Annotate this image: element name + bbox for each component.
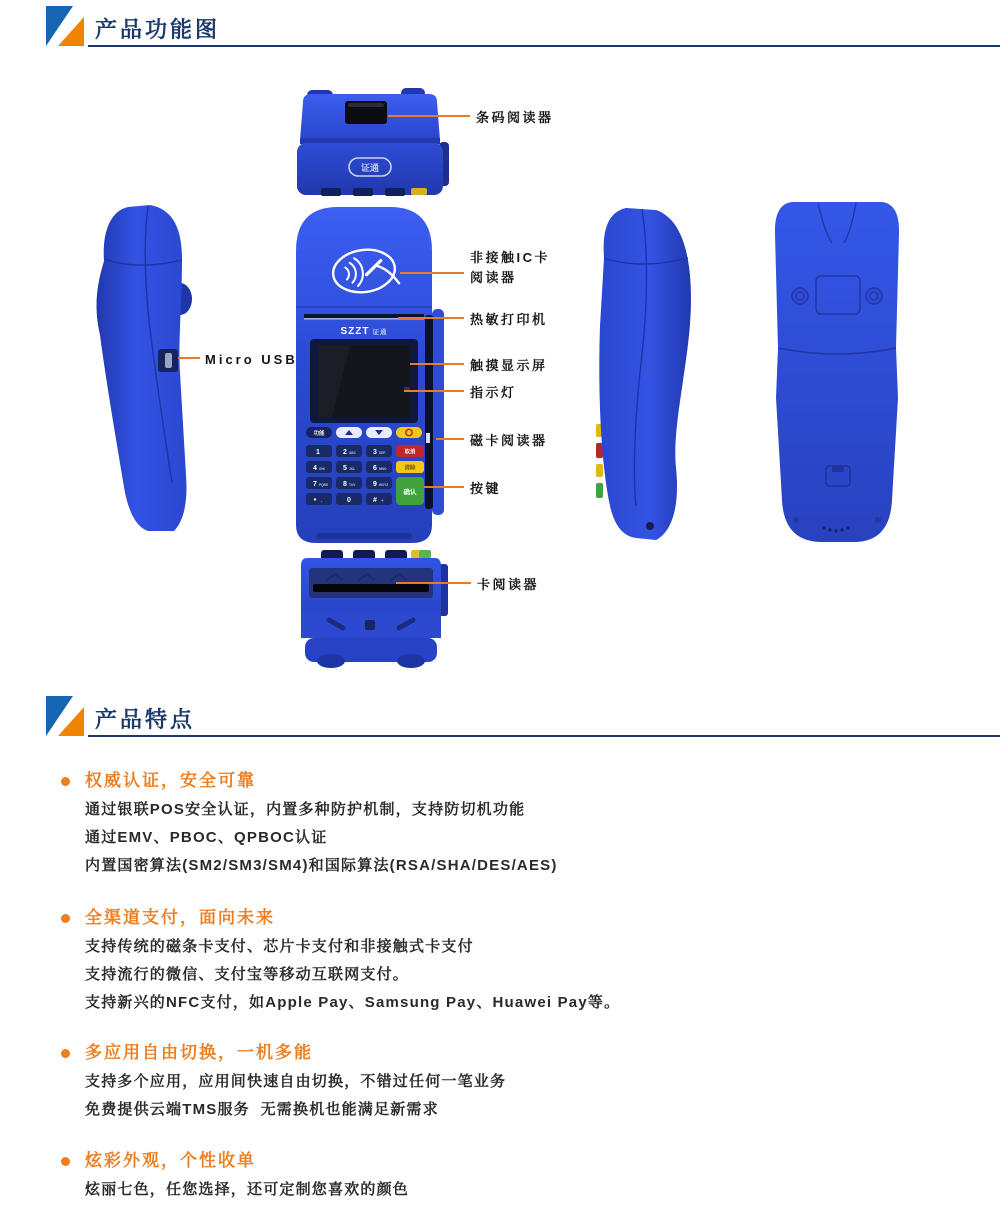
device-left-view bbox=[88, 203, 200, 537]
key-9-label: 9 bbox=[373, 481, 377, 488]
back-dot-left bbox=[793, 517, 799, 523]
key-4-label: 4 bbox=[313, 465, 317, 472]
device-back-view bbox=[766, 198, 908, 548]
key-8-label: 8 bbox=[343, 481, 347, 488]
magstripe-notch bbox=[426, 433, 430, 443]
section-rule-2 bbox=[88, 735, 1000, 737]
callout-indicator-light: 指示灯 bbox=[470, 385, 517, 400]
leader-touchscreen bbox=[410, 363, 464, 365]
feature-line: 通过EMV、PBOC、QPBOC认证 bbox=[85, 829, 328, 846]
device-front-view bbox=[292, 205, 448, 547]
back-screw-right bbox=[866, 288, 882, 304]
feature-line: 支持流行的微信、支付宝等移动互联网支付。 bbox=[85, 966, 410, 983]
key-5-sub: JKL bbox=[349, 467, 356, 471]
top-keytop-3 bbox=[385, 188, 405, 196]
front-bottom-lip bbox=[316, 533, 412, 539]
callout-contactless-line2: 阅读器 bbox=[470, 270, 517, 285]
foot-right bbox=[397, 654, 425, 668]
key-fn-label: 功能 bbox=[313, 431, 325, 437]
feature-appearance bbox=[85, 1150, 980, 1204]
key-star-sub: . bbox=[321, 498, 323, 503]
key-cancel-label: 取消 bbox=[404, 449, 416, 456]
bullet-icon bbox=[61, 777, 70, 786]
leader-indicator bbox=[404, 390, 464, 392]
key-clear-label: 清除 bbox=[404, 465, 416, 472]
leader-micro-usb bbox=[178, 357, 200, 359]
bottom-keytop-green bbox=[419, 550, 431, 559]
side-button-red bbox=[596, 443, 603, 458]
key-star-label: * bbox=[313, 498, 317, 505]
leader-magcard bbox=[436, 438, 464, 440]
foot-left bbox=[317, 654, 345, 668]
key-9-sub: WXYZ bbox=[379, 483, 389, 487]
bullet-icon bbox=[61, 914, 70, 923]
feature-certification bbox=[85, 770, 980, 880]
section-title-features: 产品特点 bbox=[95, 707, 196, 732]
side-button-yellow-2 bbox=[596, 464, 603, 477]
feature-heading-text: 全渠道支付，面向未来 bbox=[85, 908, 275, 927]
key-3-sub: DEF bbox=[379, 451, 386, 455]
brand-corner-logo-2 bbox=[46, 696, 84, 736]
magstripe-slot bbox=[425, 315, 433, 509]
leader-barcode bbox=[388, 115, 470, 117]
top-keytop-yellow bbox=[411, 188, 427, 195]
device-right-view bbox=[592, 206, 704, 544]
key-6-sub: MNO bbox=[379, 467, 387, 471]
feature-multiapp bbox=[85, 1042, 980, 1124]
key-0-label: 0 bbox=[347, 497, 351, 504]
callout-contactless-reader bbox=[470, 248, 550, 288]
brand-corner-logo bbox=[46, 6, 84, 46]
back-body bbox=[775, 202, 899, 542]
feature-heading bbox=[85, 770, 980, 792]
feature-line: 内置国密算法(SM2/SM3/SM4)和国际算法(RSA/SHA/DES/AES) bbox=[85, 857, 558, 874]
callout-contactless-line1: 非接触IC卡 bbox=[470, 250, 551, 265]
section-title-functions: 产品功能图 bbox=[95, 17, 221, 42]
top-keytop-2 bbox=[353, 188, 373, 196]
feature-line: 炫丽七色，任您选择，还可定制您喜欢的颜色 bbox=[85, 1181, 410, 1198]
feature-line: 免费提供云端TMS服务 无需换机也能满足新需求 bbox=[85, 1101, 439, 1118]
device-bottom-view bbox=[293, 548, 453, 670]
side-button-green bbox=[596, 483, 603, 498]
callout-keys: 按键 bbox=[470, 481, 502, 496]
bullet-icon bbox=[61, 1157, 70, 1166]
device-top-view bbox=[293, 86, 453, 204]
feature-line: 支持多个应用，应用间快速自由切换，不错过任何一笔业务 bbox=[85, 1073, 507, 1090]
leader-contactless bbox=[400, 272, 464, 274]
key-6-label: 6 bbox=[373, 465, 377, 472]
back-dot-right bbox=[875, 517, 881, 523]
key-8-sub: TUV bbox=[349, 483, 356, 487]
callout-card-reader: 卡阅读器 bbox=[477, 577, 540, 592]
brand-text: SZZT 证通 bbox=[340, 326, 388, 337]
key-4-sub: GHI bbox=[319, 467, 325, 471]
mid-square-detail bbox=[365, 620, 375, 630]
callout-barcode-reader: 条码阅读器 bbox=[476, 110, 554, 125]
leader-cardreader bbox=[396, 582, 471, 584]
feature-heading bbox=[85, 1042, 980, 1064]
right-profile-body bbox=[599, 208, 691, 540]
feature-line: 支持新兴的NFC支付，如Apple Pay、Samsung Pay、Huawei Pay等。 bbox=[85, 994, 621, 1011]
leader-keys bbox=[424, 486, 464, 488]
feature-heading-text: 炫彩外观，个性收单 bbox=[85, 1151, 256, 1170]
magstripe-rail bbox=[432, 309, 444, 515]
key-2-label: 2 bbox=[343, 449, 347, 456]
feature-heading bbox=[85, 1150, 980, 1172]
leader-printer bbox=[398, 317, 464, 319]
scanner-glint bbox=[348, 103, 384, 107]
feature-heading-text: 权威认证，安全可靠 bbox=[85, 771, 256, 790]
key-3-label: 3 bbox=[373, 449, 377, 456]
feature-heading bbox=[85, 907, 980, 929]
key-1-label: 1 bbox=[316, 449, 320, 456]
key-7-label: 7 bbox=[313, 481, 317, 488]
top-logo-text: 证通 bbox=[360, 163, 380, 173]
key-7-sub: PQRS bbox=[319, 483, 329, 487]
callout-thermal-printer: 热敏打印机 bbox=[470, 312, 548, 327]
key-hash bbox=[366, 493, 392, 505]
battery-latch-tab bbox=[832, 466, 844, 472]
key-confirm-label: 确认 bbox=[403, 489, 417, 496]
bullet-icon bbox=[61, 1049, 70, 1058]
back-screw-left bbox=[792, 288, 808, 304]
right-port-dot bbox=[646, 522, 654, 530]
callout-micro-usb: Micro USB bbox=[205, 352, 298, 367]
card-reader-slot bbox=[313, 584, 429, 592]
key-hash-label: # bbox=[373, 497, 377, 504]
key-hash-sub: + bbox=[381, 498, 384, 503]
key-2-sub: ABC bbox=[349, 451, 356, 455]
key-5-label: 5 bbox=[343, 465, 347, 472]
callout-magcard-reader: 磁卡阅读器 bbox=[470, 433, 548, 448]
feature-line: 通过银联POS安全认证，内置多种防护机制，支持防切机功能 bbox=[85, 801, 526, 818]
top-keytop-1 bbox=[321, 188, 341, 196]
callout-touchscreen: 触摸显示屏 bbox=[470, 358, 548, 373]
feature-heading-text: 多应用自由切换，一机多能 bbox=[85, 1043, 313, 1062]
micro-usb-slot bbox=[165, 353, 172, 368]
feature-payments bbox=[85, 907, 980, 1017]
key-star bbox=[306, 493, 332, 505]
feature-line: 支持传统的磁条卡支付、芯片卡支付和非接触式卡支付 bbox=[85, 938, 474, 955]
section-rule bbox=[88, 45, 1000, 47]
